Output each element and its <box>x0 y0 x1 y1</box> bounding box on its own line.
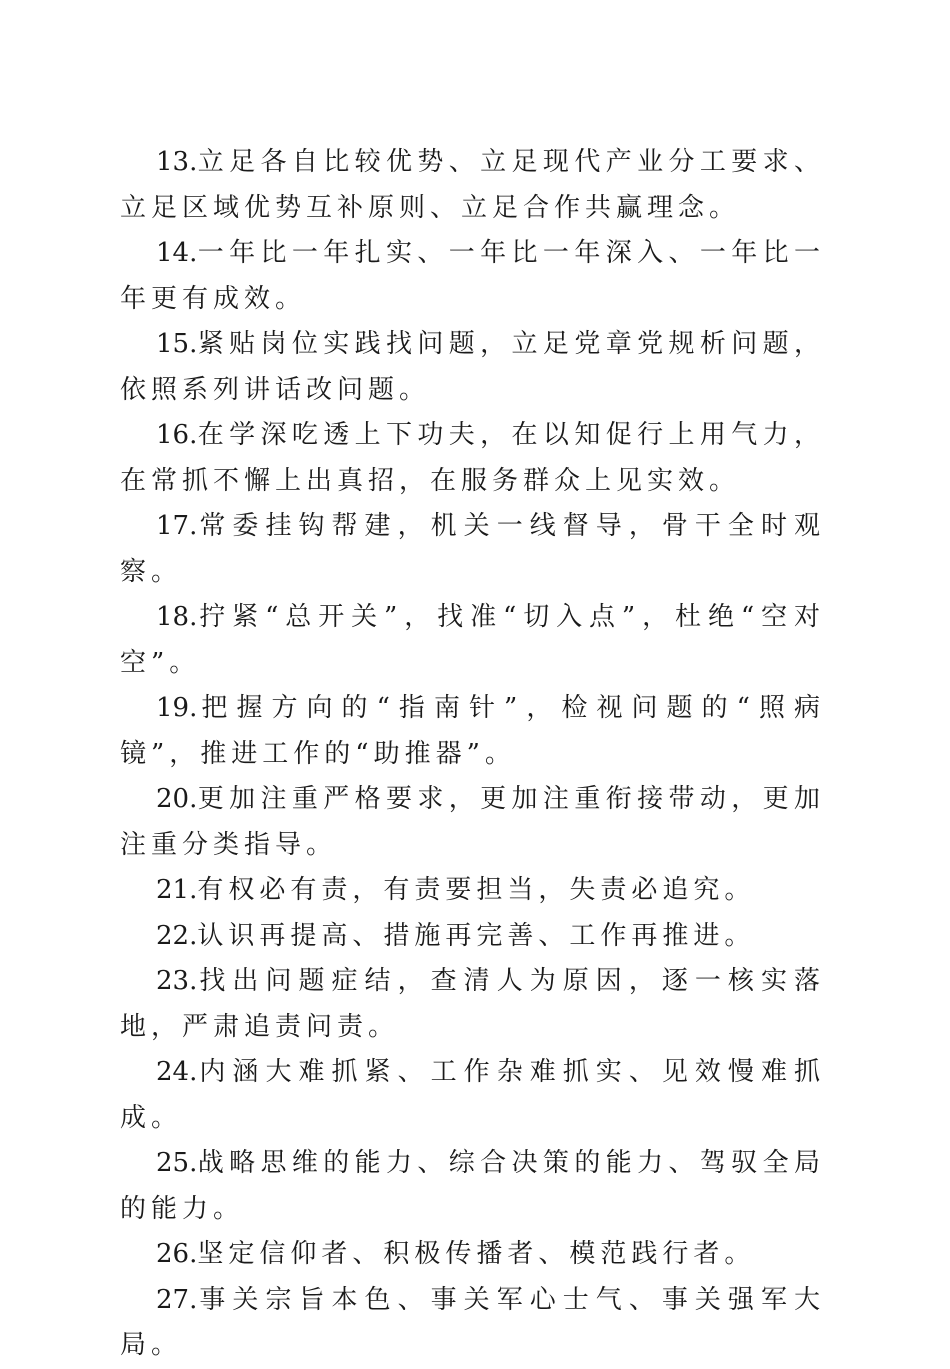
list-item-17 <box>120 504 825 595</box>
item-text: 紧贴岗位实践找问题，立足党章党规析问题，依照系列讲话改问题。 <box>120 329 825 405</box>
item-text: 事关宗旨本色、事关军心士气、事关强军大局。 <box>120 1284 825 1360</box>
item-number: 15. <box>156 329 198 359</box>
item-text: 把握方向的“指南针”，检视问题的“照病镜”，推进工作的“助推器”。 <box>120 693 825 769</box>
item-text: 拧紧“总开关”，找准“切入点”，杜绝“空对空”。 <box>120 602 825 678</box>
item-text: 战略思维的能力、综合决策的能力、驾驭全局的能力。 <box>120 1148 825 1224</box>
list-item-16 <box>120 413 825 504</box>
item-number: 13. <box>156 147 198 177</box>
item-text: 在学深吃透上下功夫，在以知促行上用气力，在常抓不懈上出真招，在服务群众上见实效。 <box>120 420 825 496</box>
item-number: 24. <box>156 1057 198 1087</box>
list-item-24 <box>120 1050 825 1141</box>
item-number: 19. <box>156 693 198 723</box>
list-item-20 <box>120 777 825 868</box>
list-item-22 <box>120 914 825 960</box>
item-number: 25. <box>156 1148 198 1178</box>
list-item-25 <box>120 1141 825 1232</box>
list-item-15 <box>120 322 825 413</box>
item-text: 一年比一年扎实、一年比一年深入、一年比一年更有成效。 <box>120 238 825 314</box>
item-number: 18. <box>156 602 198 632</box>
item-number: 14. <box>156 238 198 268</box>
list-item-14 <box>120 231 825 322</box>
item-number: 20. <box>156 784 198 814</box>
item-text: 有权必有责，有责要担当，失责必追究。 <box>197 875 756 905</box>
item-number: 26. <box>156 1239 198 1269</box>
item-text: 常委挂钩帮建，机关一线督导，骨干全时观察。 <box>120 511 825 587</box>
item-text: 坚定信仰者、积极传播者、模范践行者。 <box>197 1239 756 1269</box>
list-item-21 <box>120 868 825 914</box>
list-item-27 <box>120 1278 825 1369</box>
list-item-19 <box>120 686 825 777</box>
document-body <box>120 140 825 1369</box>
item-number: 21. <box>156 875 198 905</box>
item-number: 27. <box>156 1284 198 1315</box>
list-item-23 <box>120 959 825 1050</box>
item-number: 22. <box>156 920 198 951</box>
item-text: 找出问题症结，查清人为原因，逐一核实落地，严肃追责问责。 <box>120 966 825 1042</box>
item-text: 立足各自比较优势、立足现代产业分工要求、立足区域优势互补原则、立足合作共赢理念。 <box>120 147 825 223</box>
item-text: 更加注重严格要求，更加注重衔接带动，更加注重分类指导。 <box>120 784 825 860</box>
list-item-26 <box>120 1232 825 1278</box>
item-text: 内涵大难抓紧、工作杂难抓实、见效慢难抓成。 <box>120 1057 825 1133</box>
list-item-13 <box>120 140 825 231</box>
list-item-18 <box>120 595 825 686</box>
item-number: 17. <box>156 511 198 541</box>
item-number: 16. <box>156 420 198 450</box>
item-text: 认识再提高、措施再完善、工作再推进。 <box>197 920 756 951</box>
item-number: 23. <box>156 966 198 996</box>
